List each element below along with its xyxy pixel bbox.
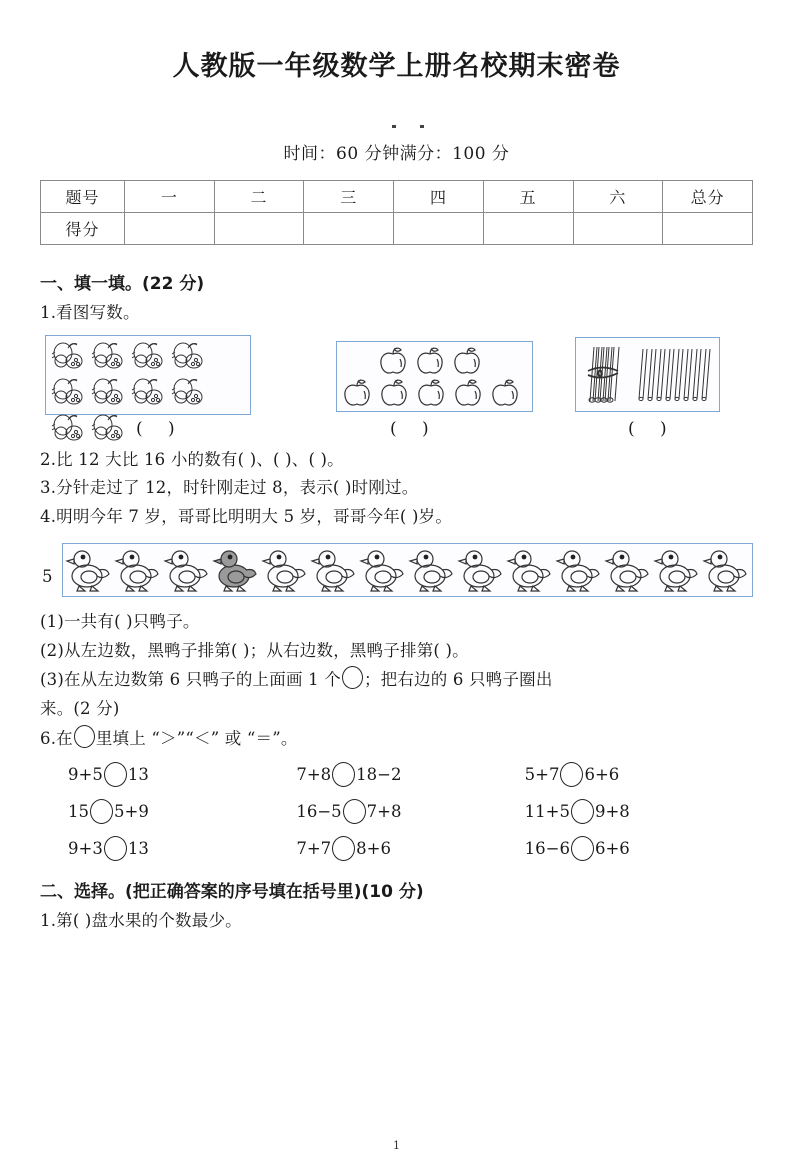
question-3: 3.分针走过了 12，时针刚走过 8，表示( )时刚过。 [40, 478, 419, 498]
question-1-text: 1.看图写数。 [40, 303, 140, 322]
duck-icon [604, 546, 653, 594]
score-cell-total[interactable] [663, 213, 753, 245]
comparison-expression [296, 762, 524, 787]
stick-area [576, 338, 719, 412]
section-two-question-1: 1.第( )盘水果的个数最少。 [40, 911, 242, 931]
comparison-operator-circle[interactable] [332, 762, 355, 787]
exam-subtitle: 时间：60 分钟满分：100 分 [283, 144, 510, 164]
comparison-right-operand: 13 [127, 765, 149, 785]
comparison-operator-circle[interactable] [560, 762, 583, 787]
duck-box [62, 543, 753, 597]
page-number: 1 [393, 1139, 400, 1152]
comparison-operator-circle[interactable] [343, 799, 366, 824]
comparison-expression [525, 799, 753, 824]
duck-icon [310, 546, 359, 594]
apple-icon [339, 377, 376, 409]
duck-icon [457, 546, 506, 594]
comparison-right-operand: 18−2 [356, 765, 402, 785]
question-4: 4.明明今年 7 岁，哥哥比明明大 5 岁，哥哥今年( )岁。 [40, 507, 453, 527]
butterfly-icon [129, 375, 169, 411]
comparison-operator-circle[interactable] [104, 836, 127, 861]
score-table-row-label-score: 得分 [41, 213, 125, 245]
comparison-row [40, 756, 753, 793]
duck-icon [702, 546, 751, 594]
score-cell-4[interactable] [394, 213, 484, 245]
picture-box-butterflies [45, 335, 251, 415]
score-table-col-total: 总分 [663, 181, 753, 213]
score-table-row-label-number: 题号 [41, 181, 125, 213]
butterfly-icon [49, 375, 89, 411]
score-table-col-1: 一 [125, 181, 215, 213]
butterfly-icon [49, 339, 89, 375]
scan-dot-left [392, 125, 396, 128]
scan-dot-right [420, 125, 424, 128]
comparison-expression [68, 799, 296, 824]
question-5-duck-strip [40, 541, 753, 601]
score-table-header-row [41, 181, 753, 213]
answer-bracket-sticks[interactable]: ( ) [628, 418, 677, 439]
comparison-right-operand: 13 [127, 839, 149, 859]
apple-row-top [339, 345, 530, 377]
apple-row-bottom [339, 377, 530, 409]
comparison-right-operand: 6+6 [584, 765, 620, 785]
answer-bracket-butterflies[interactable]: ( ) [136, 418, 185, 439]
section-two-heading: 二、选择。(把正确答案的序号填在括号里)(10 分) [40, 882, 424, 903]
comparison-expression [296, 799, 524, 824]
score-cell-3[interactable] [304, 213, 394, 245]
question-6-text-after: 里填上 “＞”“＜” 或 “＝”。 [95, 728, 298, 748]
score-table-col-5: 五 [483, 181, 573, 213]
butterfly-icon [169, 339, 209, 375]
question-2: 2.比 12 大比 16 小的数有( )、( )、( )。 [40, 449, 344, 469]
apple-icon [450, 377, 487, 409]
comparison-expression [525, 836, 753, 861]
picture-box-apples [336, 341, 533, 412]
comparison-left-operand: 9+5 [68, 765, 103, 785]
question-5-sub1: (1)一共有( )只鸭子。 [40, 611, 200, 631]
comparison-row [40, 793, 753, 830]
apple-icon [413, 377, 450, 409]
comparison-left-operand: 7+7 [296, 839, 332, 859]
comparison-right-operand: 7+8 [366, 802, 402, 822]
comparison-right-operand: 9+8 [594, 802, 630, 822]
question-5-sub3 [40, 666, 753, 694]
apple-icon [375, 345, 412, 377]
score-table-col-3: 三 [304, 181, 394, 213]
draw-circle-icon [342, 666, 363, 689]
question-6-text [40, 725, 753, 753]
scan-dots [0, 119, 793, 135]
duck-icon [65, 546, 114, 594]
duck-icon [408, 546, 457, 594]
comparison-left-operand: 16−5 [296, 802, 342, 822]
comparison-expression [525, 762, 753, 787]
comparison-row [40, 830, 753, 867]
picture-box-sticks [575, 337, 720, 412]
duck-icon [114, 546, 163, 594]
dark-duck-icon [212, 546, 261, 594]
comparison-operator-circle[interactable] [571, 836, 594, 861]
apple-icon [412, 345, 449, 377]
comparison-left-operand: 15 [68, 802, 89, 822]
answer-bracket-apples[interactable]: ( ) [390, 418, 439, 439]
comparison-operator-circle[interactable] [332, 836, 355, 861]
question-6-comparison-grid [40, 756, 753, 867]
question-5-sub3-part2: ；把右边的 6 只鸭子圈出 [363, 670, 553, 690]
question-6-text-before: 6.在 [40, 728, 73, 748]
comparison-left-operand: 5+7 [524, 765, 560, 785]
section-one-heading: 一、填一填。(22 分) [40, 274, 205, 294]
score-table-col-4: 四 [394, 181, 484, 213]
exam-content [40, 245, 753, 935]
score-cell-1[interactable] [125, 213, 215, 245]
duck-icon [555, 546, 604, 594]
comparison-right-operand: 5+9 [114, 802, 149, 822]
duck-icon [163, 546, 212, 594]
comparison-operator-circle[interactable] [571, 799, 594, 824]
fill-circle-icon [74, 725, 95, 748]
question-5-label: 5 [42, 566, 53, 586]
loose-sticks-icon [635, 343, 715, 407]
comparison-left-operand: 16−6 [524, 839, 570, 859]
question-5-sub2: (2)从左边数，黑鸭子排第( )；从右边数，黑鸭子排第( )。 [40, 640, 469, 660]
comparison-left-operand: 7+8 [296, 765, 332, 785]
comparison-expression [296, 836, 524, 861]
stick-bundle-icon [580, 343, 635, 407]
score-cell-2[interactable] [214, 213, 304, 245]
apple-icon [487, 377, 524, 409]
butterfly-icon [169, 375, 209, 411]
page-title: 人教版一年级数学上册名校期末密卷 [172, 51, 621, 82]
duck-icon [653, 546, 702, 594]
butterfly-icon [129, 339, 169, 375]
score-table-col-2: 二 [214, 181, 304, 213]
comparison-right-operand: 6+6 [594, 839, 630, 859]
butterfly-icon [89, 375, 129, 411]
comparison-operator-circle[interactable] [90, 799, 113, 824]
score-table [40, 180, 753, 245]
apple-icon [376, 377, 413, 409]
duck-icon [506, 546, 555, 594]
duck-icon [261, 546, 310, 594]
comparison-right-operand: 8+6 [356, 839, 391, 859]
comparison-left-operand: 9+3 [68, 839, 103, 859]
score-cell-5[interactable] [483, 213, 573, 245]
apple-grid [337, 342, 532, 411]
question-1-answer-brackets [40, 419, 753, 445]
score-table-score-row [41, 213, 753, 245]
question-5-sub3-part1: (3)在从左边数第 6 只鸭子的上面画 1 个 [40, 670, 341, 690]
apple-icon [449, 345, 486, 377]
comparison-expression [68, 762, 296, 787]
score-cell-6[interactable] [573, 213, 663, 245]
duck-icon [359, 546, 408, 594]
comparison-expression [68, 836, 296, 861]
exam-page [0, 44, 793, 1166]
comparison-operator-circle[interactable] [104, 762, 127, 787]
question-5-sub3-line2: 来。(2 分) [40, 699, 120, 719]
question-1-pictures [40, 333, 753, 419]
score-table-col-6: 六 [573, 181, 663, 213]
comparison-left-operand: 11+5 [524, 802, 570, 822]
butterfly-icon [89, 339, 129, 375]
